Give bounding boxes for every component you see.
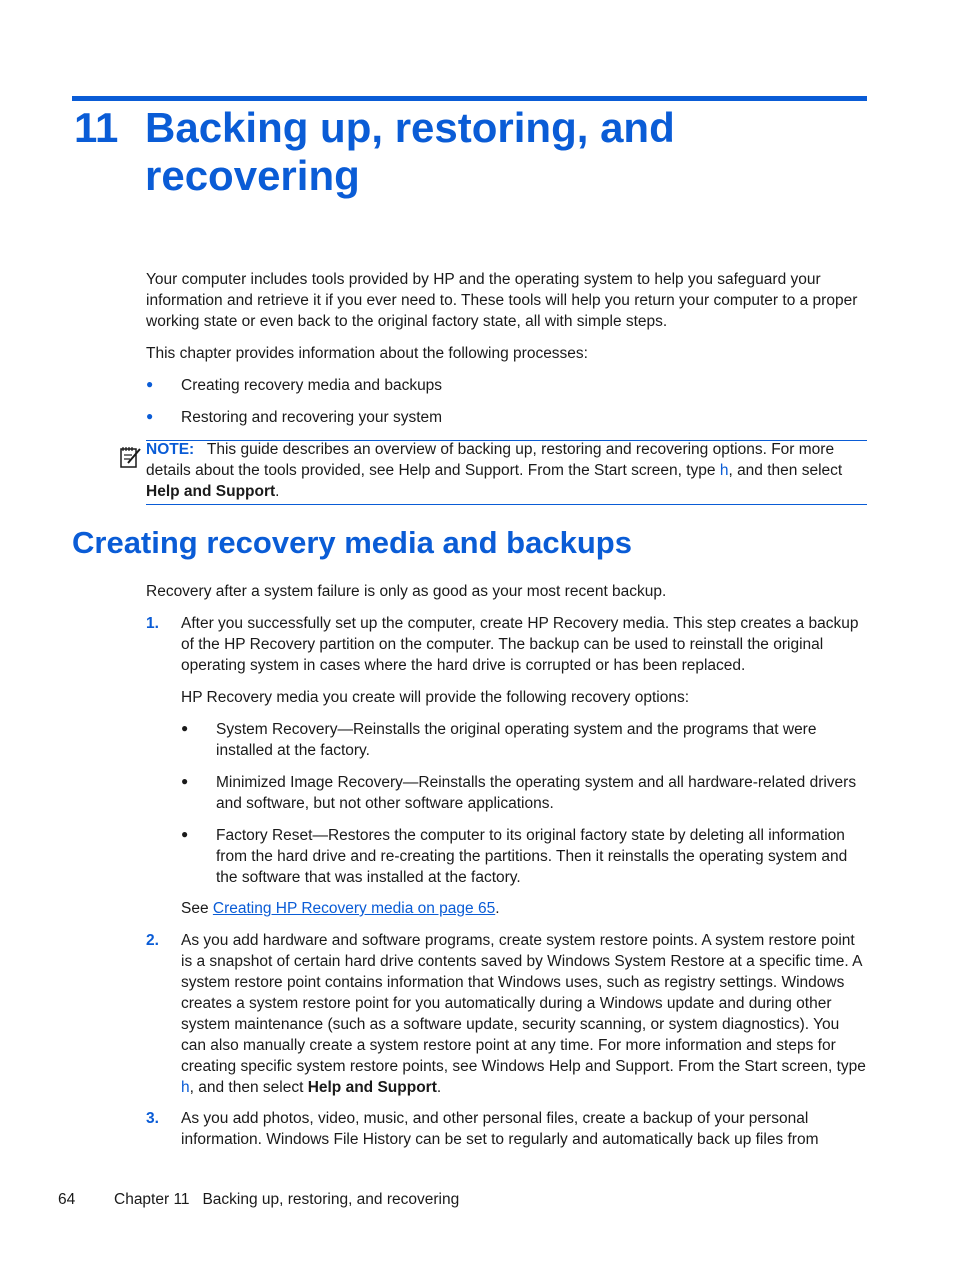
note-end: . bbox=[275, 483, 280, 500]
section-intro: Recovery after a system failure is only as good as your most recent backup. bbox=[146, 583, 667, 600]
bullet-icon: ● bbox=[181, 721, 189, 735]
step-2-key: h bbox=[181, 1079, 190, 1096]
chapter-title: Backing up, restoring, and recovering bbox=[145, 104, 675, 199]
note-text bbox=[146, 439, 866, 502]
intro-paragraph: Your computer includes tools provided by HP and the operating system to help you safeguard your information and retrieve it if you ever need to. These tools will help you return your computer to a proper working state or even back to the original factory state, all with simple steps. bbox=[146, 271, 858, 330]
bullet-icon: ● bbox=[146, 409, 154, 423]
intro-bullet: Restoring and recovering your system bbox=[181, 409, 443, 426]
chapter-rule bbox=[72, 96, 867, 101]
recovery-option: Factory Reset—Restores the computer to its original factory state by deleting all information from the hard drive and re-creating the partitions. Then it reinstalls the operating system and the software that was installed at the factory. bbox=[216, 827, 848, 886]
step-number: 3. bbox=[146, 1110, 159, 1127]
step-number: 2. bbox=[146, 932, 159, 949]
step-number: 1. bbox=[146, 615, 159, 632]
bullet-icon: ● bbox=[181, 774, 189, 788]
page-number: 64 bbox=[58, 1191, 76, 1208]
step-2-body-2: , and then select bbox=[189, 1079, 308, 1096]
step-3-text: As you add photos, video, music, and other personal files, create a backup of your personal information. Windows File History can be set to regularly and automatically back up files from bbox=[181, 1110, 819, 1148]
section-heading: Creating recovery media and backups bbox=[72, 525, 632, 560]
note-body: This guide describes an overview of backing up, restoring and recovering options. For more details about the tools provided, see Help and Support. From the Start screen, type bbox=[146, 441, 835, 479]
intro-bullet: Creating recovery media and backups bbox=[181, 377, 443, 394]
intro-lead: This chapter provides information about the following processes: bbox=[146, 345, 588, 362]
recovery-option: System Recovery—Reinstalls the original operating system and the programs that were installed at the factory. bbox=[216, 721, 817, 759]
chapter-number: 11 bbox=[74, 104, 119, 151]
note-bold: Help and Support bbox=[146, 483, 276, 500]
step-2-body: As you add hardware and software programs, create system restore points. A system restore point is a snapshot of certain hard drive contents saved by Windows System Restore at a specific time. A system restore point contains information that Windows uses, such as registry settings. Windows creates a system restore point for you automatically during a Windows update and during other system maintenance (such as a software update, security scanning, or system diagnostics). You can also manually create a system restore point at any time. For more information and steps for creating specific system restore points, see Windows Help and Support. From the Start screen, type bbox=[181, 932, 866, 1075]
note-body-2: , and then select bbox=[728, 462, 843, 479]
footer-chapter: Chapter 11 Backing up, restoring, and recovering bbox=[114, 1191, 460, 1208]
note-icon bbox=[118, 443, 144, 469]
step-2-text bbox=[181, 930, 867, 1098]
note-label: NOTE: bbox=[146, 441, 195, 458]
step-2-end: . bbox=[436, 1079, 442, 1096]
recovery-option: Minimized Image Recovery—Reinstalls the operating system and all hardware-related drivers and software, but not other software applications. bbox=[216, 774, 857, 812]
see-reference bbox=[181, 898, 866, 919]
see-prefix: See bbox=[181, 900, 213, 917]
recovery-media-link[interactable]: Creating HP Recovery media on page 65 bbox=[212, 900, 496, 917]
step-1-sub-intro: HP Recovery media you create will provide the following recovery options: bbox=[181, 689, 690, 706]
bullet-icon: ● bbox=[146, 377, 154, 391]
note-key: h bbox=[719, 462, 729, 479]
see-suffix: . bbox=[495, 900, 500, 917]
step-1-text: After you successfully set up the computer, create HP Recovery media. This step creates a backup of the HP Recovery partition on the computer. The backup can be used to reinstall the original operating system in cases where the hard drive is corrupted or has been replaced. bbox=[181, 615, 859, 674]
bullet-icon: ● bbox=[181, 827, 189, 841]
step-2-bold: Help and Support bbox=[307, 1079, 437, 1096]
note-bottom-rule bbox=[146, 504, 867, 505]
